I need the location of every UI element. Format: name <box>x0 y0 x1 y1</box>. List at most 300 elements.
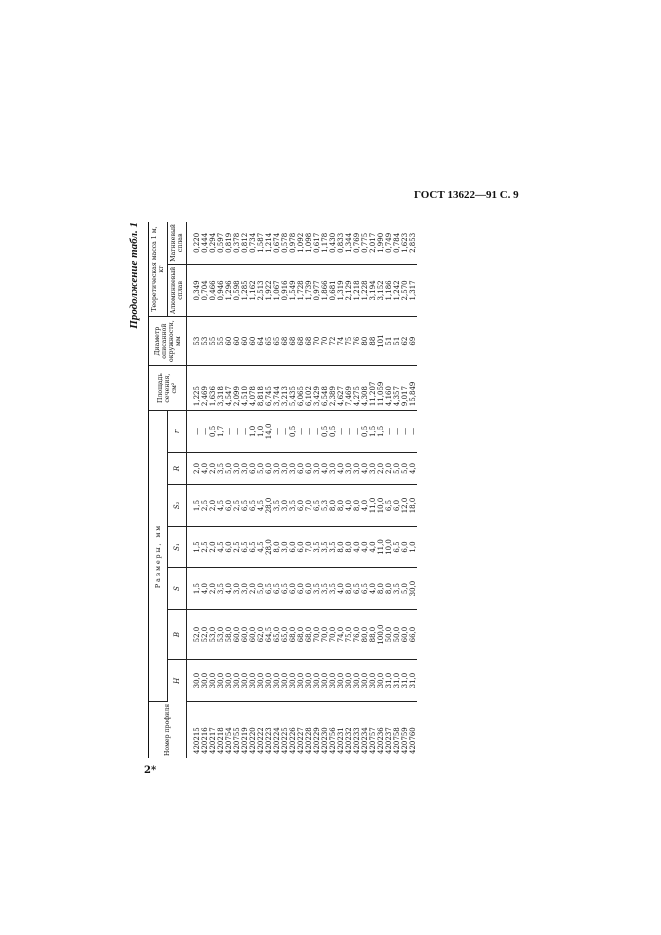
table-cell: 0,749 <box>385 222 393 264</box>
table-cell: 0,617 <box>313 222 321 264</box>
table-cell: 2,469 <box>201 366 209 411</box>
table-cell: 1,344 <box>345 222 353 264</box>
table-cell: 4,0 <box>361 526 369 568</box>
table-cell: 3,318 <box>217 366 225 411</box>
table-cell: 6,0 <box>393 485 401 527</box>
table-cell: 6,0 <box>297 526 305 568</box>
table-cell: 6,0 <box>225 485 233 527</box>
table-cell: — <box>313 411 321 453</box>
table-cell: 1,636 <box>209 366 217 411</box>
table-cell: 420236 <box>377 727 385 754</box>
table-cell: 6,5 <box>249 526 257 568</box>
table-cell: 11,0 <box>369 485 377 527</box>
table-cell: 28,0 <box>265 526 273 568</box>
table-cell: 420756 <box>329 727 337 754</box>
table-cell: 4,0 <box>337 568 345 610</box>
table-cell: — <box>281 411 289 453</box>
table-cell: 14,0 <box>265 411 273 453</box>
table-cell: 4,0 <box>225 568 233 610</box>
table-cell: 60 <box>241 317 249 366</box>
table-cell: 4,0 <box>321 452 329 485</box>
table-cell: 6,5 <box>393 526 401 568</box>
table-cell: 2,129 <box>345 264 353 316</box>
table-cell: 6,0 <box>297 452 305 485</box>
table-cell: 3,5 <box>393 568 401 610</box>
table-cell: 1,067 <box>273 264 281 316</box>
table-cell: 70,0 <box>329 609 337 660</box>
table-row <box>289 222 297 758</box>
table-row <box>281 222 289 758</box>
table-cell: 3,0 <box>313 452 321 485</box>
col-profile-number: Номер профиля <box>149 701 187 758</box>
table-cell: 4,547 <box>225 366 233 411</box>
table-cell: 3,5 <box>329 526 337 568</box>
col-h: H <box>168 660 187 702</box>
table-cell: 30,0 <box>225 660 233 702</box>
table-cell: 8,0 <box>377 568 385 610</box>
table-cell: 8,0 <box>329 485 337 527</box>
table-cell: 3,5 <box>313 526 321 568</box>
table-cell: 1,162 <box>249 264 257 316</box>
table-cell: 30,0 <box>377 660 385 702</box>
table-cell: 30,0 <box>337 660 345 702</box>
table-cell: 1,092 <box>297 222 305 264</box>
table-row <box>187 222 202 758</box>
table-cell: 3,0 <box>353 452 361 485</box>
table-caption: Продолжение табл. 1 <box>128 222 140 329</box>
table-cell: 11,0 <box>377 526 385 568</box>
table-cell: 6,5 <box>273 568 281 610</box>
table-cell: 51 <box>385 317 393 366</box>
table-cell: 4,0 <box>201 568 209 610</box>
table-cell: 5,0 <box>257 452 265 485</box>
table-cell: 2,099 <box>233 366 241 411</box>
table-cell: 64,5 <box>265 609 273 660</box>
table-cell: 8,818 <box>257 366 265 411</box>
table-row <box>409 222 417 758</box>
table-row <box>377 222 385 758</box>
table-cell: 0,578 <box>281 222 289 264</box>
table-cell: 69 <box>409 317 417 366</box>
table-cell: 30,0 <box>361 660 369 702</box>
table-cell: 2,5 <box>233 526 241 568</box>
table-cell: 3,0 <box>233 452 241 485</box>
table-cell: 30,0 <box>345 660 353 702</box>
table-cell: 6,0 <box>305 568 313 610</box>
table-cell: 18,0 <box>409 485 417 527</box>
table-cell: 420215 <box>193 727 201 754</box>
table-cell: 6,745 <box>265 366 273 411</box>
table-cell: 65 <box>273 317 281 366</box>
table-cell: 28,0 <box>265 485 273 527</box>
table-cell: 11,207 <box>369 366 377 411</box>
table-cell: 2,389 <box>329 366 337 411</box>
table-cell: — <box>233 411 241 453</box>
table-cell: 6,5 <box>241 485 249 527</box>
table-row <box>265 222 273 758</box>
table-cell: 2,017 <box>369 222 377 264</box>
table-cell: 6,5 <box>281 568 289 610</box>
table-cell: 60 <box>249 317 257 366</box>
table-cell: 2,0 <box>385 452 393 485</box>
table-row <box>385 222 393 758</box>
table-cell: 420232 <box>345 727 353 754</box>
table-cell: 5,0 <box>393 452 401 485</box>
table-cell: — <box>187 411 202 453</box>
table-cell: 0,5 <box>209 411 217 453</box>
table-cell: 3,5 <box>217 568 225 610</box>
table-cell: 0,378 <box>233 222 241 264</box>
table-cell: 101 <box>377 317 385 366</box>
table-cell: 0,5 <box>329 411 337 453</box>
table-cell: 31,0 <box>393 660 401 702</box>
table-row <box>225 222 233 758</box>
table-cell: 30,0 <box>201 660 209 702</box>
table-cell: 60 <box>225 317 233 366</box>
table-cell: 5,0 <box>225 452 233 485</box>
table-cell: 4,5 <box>257 526 265 568</box>
table-cell: 3,0 <box>369 452 377 485</box>
table-cell: 3,194 <box>369 264 377 316</box>
table-cell: 420223 <box>265 727 273 754</box>
table-cell: 6,0 <box>401 526 409 568</box>
table-cell: 2,0 <box>209 568 217 610</box>
table-cell: 4,078 <box>249 366 257 411</box>
table-cell: 6,0 <box>297 485 305 527</box>
table-cell: 420231 <box>337 727 345 754</box>
table-cell: 30,0 <box>187 660 202 702</box>
table-cell: — <box>305 411 313 453</box>
table-cell: 88 <box>369 317 377 366</box>
table-cell: 12,0 <box>401 485 409 527</box>
table-cell: 30,0 <box>353 660 361 702</box>
table-cell: 70,0 <box>321 609 329 660</box>
table-cell: 3,429 <box>313 366 321 411</box>
table-row <box>345 222 353 758</box>
table-row <box>393 222 401 758</box>
table-cell: 1,218 <box>353 264 361 316</box>
table-cell: 7,469 <box>345 366 353 411</box>
table-cell: 60 <box>233 317 241 366</box>
table-row <box>337 222 345 758</box>
col-mass-al: Алюминиевый сплав <box>168 264 187 316</box>
table-cell: 6,0 <box>225 526 233 568</box>
table-cell: 68 <box>289 317 297 366</box>
table-cell: 420222 <box>257 727 265 754</box>
table-cell: 1,317 <box>409 264 417 316</box>
table-cell: 60,0 <box>401 609 409 660</box>
table-cell: 6,5 <box>361 568 369 610</box>
table-cell: 65,0 <box>281 609 289 660</box>
table-cell: 1,0 <box>257 411 265 453</box>
table-cell: 0,444 <box>201 222 209 264</box>
table-cell: 420229 <box>313 727 321 754</box>
table-cell: 31,0 <box>409 660 417 702</box>
table-cell: 55 <box>209 317 217 366</box>
rotated-table-region <box>128 222 522 758</box>
table-cell: 30,0 <box>257 660 265 702</box>
table-cell: 70 <box>313 317 321 366</box>
table-cell: 1,7 <box>217 411 225 453</box>
table-cell: 6,0 <box>297 568 305 610</box>
table-cell: 0,769 <box>353 222 361 264</box>
table-cell: 9,017 <box>401 366 409 411</box>
table-cell: 420234 <box>361 727 369 754</box>
table-cell: — <box>353 411 361 453</box>
table-cell: 30,0 <box>289 660 297 702</box>
table-cell: 0,674 <box>273 222 281 264</box>
table-cell: 4,0 <box>361 485 369 527</box>
table-row <box>305 222 313 758</box>
col-r-big: R <box>168 452 187 485</box>
page-header: ГОСТ 13622—91 С. 9 <box>414 189 519 201</box>
table-cell: 3,5 <box>321 526 329 568</box>
table-cell: 75 <box>345 317 353 366</box>
table-cell: 4,510 <box>241 366 249 411</box>
table-row <box>369 222 377 758</box>
table-cell: 0,5 <box>289 411 297 453</box>
table-cell: 5,3 <box>321 485 329 527</box>
table-cell: 4,5 <box>217 485 225 527</box>
table-cell: 1,228 <box>361 264 369 316</box>
table-cell: 53,0 <box>217 609 225 660</box>
table-cell: 75,0 <box>345 609 353 660</box>
table-cell: — <box>345 411 353 453</box>
table-cell: 1,623 <box>401 222 409 264</box>
table-cell: 100,0 <box>377 609 385 660</box>
table-cell: 7,0 <box>305 485 313 527</box>
table-row <box>241 222 249 758</box>
table-cell: 1,5 <box>369 411 377 453</box>
table-row <box>273 222 281 758</box>
table-row <box>361 222 369 758</box>
table-cell: 6,0 <box>289 526 297 568</box>
table-cell: 51 <box>393 317 401 366</box>
table-cell: 0,977 <box>313 264 321 316</box>
table-cell: 1,5 <box>377 411 385 453</box>
table-cell: 420233 <box>353 727 361 754</box>
table-cell: 74,0 <box>337 609 345 660</box>
table-cell: — <box>225 411 233 453</box>
col-area: Площадь сечения, см² <box>149 366 187 411</box>
col-r-small: r <box>168 411 187 453</box>
table-cell: 31,0 <box>401 660 409 702</box>
table-cell: 68 <box>297 317 305 366</box>
table-cell: 420758 <box>393 727 401 754</box>
table-cell: 2,5 <box>233 485 241 527</box>
table-cell: 5,435 <box>289 366 297 411</box>
table-cell: — <box>297 411 305 453</box>
table-cell: — <box>393 411 401 453</box>
table-cell: 1,0 <box>409 526 417 568</box>
table-cell: 420227 <box>297 727 305 754</box>
table-row <box>353 222 361 758</box>
col-b: B <box>168 609 187 660</box>
table-cell: 76 <box>353 317 361 366</box>
table-cell: 7,0 <box>305 526 313 568</box>
table-body <box>187 222 418 758</box>
table-cell: — <box>385 411 393 453</box>
table-cell: 1,739 <box>305 264 313 316</box>
table-cell: 2,0 <box>209 452 217 485</box>
table-cell: 4,0 <box>361 452 369 485</box>
table-cell: 4,160 <box>385 366 393 411</box>
table-cell: 30,0 <box>249 660 257 702</box>
table-row <box>217 222 225 758</box>
table-cell: 66,0 <box>409 609 417 660</box>
table-cell: 50,0 <box>393 609 401 660</box>
col-group-sizes: Размеры, мм <box>149 411 168 702</box>
table-cell: 58,0 <box>225 609 233 660</box>
table-cell: 3,0 <box>233 568 241 610</box>
table-cell: 5,0 <box>401 568 409 610</box>
table-cell: 420225 <box>281 727 289 754</box>
table-cell: 10,0 <box>377 485 385 527</box>
table-cell: 1,587 <box>257 222 265 264</box>
table-cell: 30,0 <box>281 660 289 702</box>
table-cell: 6,065 <box>297 366 305 411</box>
table-cell: 15,849 <box>409 366 417 411</box>
table-cell: 0,833 <box>337 222 345 264</box>
table-cell: 8,0 <box>337 485 345 527</box>
table-cell: 0,704 <box>201 264 209 316</box>
table-cell: 420237 <box>385 727 393 754</box>
table-cell: 5,0 <box>257 568 265 610</box>
table-cell: 420230 <box>321 727 329 754</box>
table-cell: 55 <box>217 317 225 366</box>
table-row <box>329 222 337 758</box>
table-cell: 3,0 <box>281 452 289 485</box>
table-cell: 2,0 <box>209 485 217 527</box>
table-cell: 6,5 <box>385 485 393 527</box>
table-cell: 2,0 <box>209 526 217 568</box>
table-cell: 0,812 <box>241 222 249 264</box>
table-cell: — <box>273 411 281 453</box>
table-cell: — <box>401 411 409 453</box>
table-cell: 3,0 <box>241 452 249 485</box>
table-cell: 8,0 <box>385 568 393 610</box>
table-cell: 0,5 <box>361 411 369 453</box>
table-cell: 0,819 <box>225 222 233 264</box>
table-cell: 65,0 <box>273 609 281 660</box>
table-cell: 3,5 <box>217 452 225 485</box>
page-mark: 2* <box>144 765 157 776</box>
table-cell: 2,5 <box>201 526 209 568</box>
table-cell: 4,0 <box>369 526 377 568</box>
table-cell: 6,0 <box>289 568 297 610</box>
table-cell: 70,0 <box>313 609 321 660</box>
table-cell: 30,0 <box>409 568 417 610</box>
table-cell: 6,0 <box>249 452 257 485</box>
table-cell: 6,5 <box>313 485 321 527</box>
table-cell: 3,0 <box>281 485 289 527</box>
table-cell: 30,0 <box>241 660 249 702</box>
table-cell: 1,5 <box>187 568 202 610</box>
table-cell: 2,853 <box>409 222 417 264</box>
table-cell: 4,5 <box>217 526 225 568</box>
table-cell: 62,0 <box>257 609 265 660</box>
table-cell: 3,5 <box>329 568 337 610</box>
table-cell: 0,294 <box>209 222 217 264</box>
table-cell: 0,681 <box>329 264 337 316</box>
table-cell: 4,0 <box>369 568 377 610</box>
table-cell: 0,978 <box>289 222 297 264</box>
table-cell: 53,0 <box>209 609 217 660</box>
table-cell: 68 <box>281 317 289 366</box>
table-cell: 30,0 <box>305 660 313 702</box>
table-cell: 420757 <box>369 727 377 754</box>
table-cell: 420220 <box>249 727 257 754</box>
table-cell: 3,5 <box>273 485 281 527</box>
table-cell: 53 <box>187 317 202 366</box>
table-cell: 52,0 <box>201 609 209 660</box>
table-cell: 8,0 <box>337 526 345 568</box>
table-cell: 74 <box>337 317 345 366</box>
table-cell: — <box>201 411 209 453</box>
table-cell: 68 <box>305 317 313 366</box>
table-cell: 1,225 <box>187 366 202 411</box>
table-cell: 30,0 <box>217 660 225 702</box>
table-cell: — <box>337 411 345 453</box>
table-cell: 60,0 <box>249 609 257 660</box>
table-cell: 0,946 <box>217 264 225 316</box>
table-cell: 420759 <box>401 727 409 754</box>
table-cell: 1,285 <box>241 264 249 316</box>
table-cell: — <box>241 411 249 453</box>
table-cell: 3,5 <box>289 485 297 527</box>
table-cell: 30,0 <box>321 660 329 702</box>
profile-table <box>148 222 417 758</box>
table-cell: 0,430 <box>329 222 337 264</box>
table-cell: 420226 <box>289 727 297 754</box>
table-row <box>297 222 305 758</box>
table-cell: 10,0 <box>385 526 393 568</box>
table-cell: 76,0 <box>353 609 361 660</box>
table-cell: 30,0 <box>265 660 273 702</box>
table-cell: 30,0 <box>329 660 337 702</box>
table-cell: 2,5 <box>201 485 209 527</box>
table-cell: 4,275 <box>353 366 361 411</box>
table-cell: 80 <box>361 317 369 366</box>
table-row <box>209 222 217 758</box>
table-cell: 31,0 <box>385 660 393 702</box>
table-cell: 4,357 <box>393 366 401 411</box>
table-row <box>257 222 265 758</box>
table-cell: 4,5 <box>257 485 265 527</box>
table-cell: 0,349 <box>187 264 202 316</box>
table-cell: 3,213 <box>281 366 289 411</box>
table-cell: 68,0 <box>297 609 305 660</box>
table-cell: 3,5 <box>313 568 321 610</box>
table-cell: 420754 <box>225 727 233 754</box>
table-cell: 30,0 <box>233 660 241 702</box>
table-cell: 1,296 <box>225 264 233 316</box>
table-cell: 3,0 <box>289 452 297 485</box>
table-cell: 6,5 <box>265 568 273 610</box>
table-cell: — <box>409 411 417 453</box>
table-cell: 64 <box>257 317 265 366</box>
table-cell: 420755 <box>233 727 241 754</box>
table-cell: 1,098 <box>305 222 313 264</box>
table-row <box>401 222 409 758</box>
table-cell: 5,0 <box>401 452 409 485</box>
table-cell: 2,0 <box>249 568 257 610</box>
table-row <box>201 222 209 758</box>
table-cell: 30,0 <box>313 660 321 702</box>
table-cell: 6,0 <box>305 452 313 485</box>
table-row <box>321 222 329 758</box>
col-diameter: Диаметр описанной окружности, мм <box>149 317 187 366</box>
